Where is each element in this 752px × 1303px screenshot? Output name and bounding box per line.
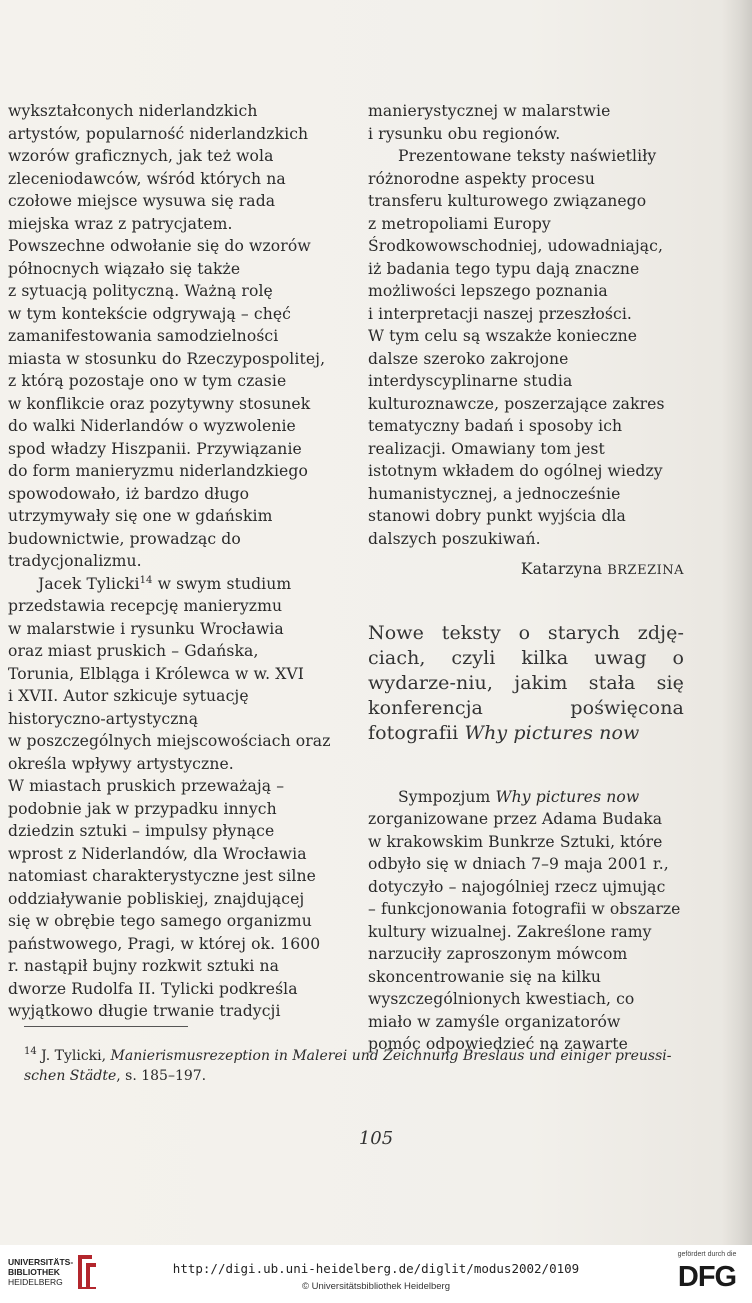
text-line: w malarstwie i rysunku Wrocławia (8, 619, 284, 638)
text-line: w poszczególnych miejscowościach oraz (8, 732, 331, 750)
footnote-number: 14 (24, 1046, 37, 1057)
page-edge-shadow (722, 0, 752, 1245)
paragraph-start: Sympozjum Why pictures now (398, 787, 640, 806)
dfg-logo[interactable]: DFG (677, 1261, 737, 1293)
text-line: spowodowało, iż bardzo długo (8, 484, 250, 503)
text-line: w tym kontekście odgrywają – chęć (8, 304, 291, 323)
text-line: przedstawia recepcję manieryzmu (8, 597, 283, 615)
text-line: z metropoliami Europy (368, 214, 551, 233)
text-line: dalszych poszukiwań. (368, 529, 541, 548)
right-column (368, 100, 708, 1056)
text-line: dworze Rudolfa II. Tylicki podkreśla (8, 979, 298, 998)
text-line: dotyczyło – najogólniej rzecz ujmując (368, 877, 666, 896)
text-line: r. nastąpił bujny rozkwit sztuki na (8, 957, 280, 975)
text-line: w konflikcie oraz pozytywny stosunek (8, 394, 311, 413)
text-line: i rysunku obu regionów. (368, 124, 561, 143)
text-line: interdyscyplinarne studia (368, 372, 573, 390)
text-line: historyczno-artystyczną (8, 709, 199, 728)
text-line: pomóc odpowiedzieć na zawarte (368, 1035, 628, 1053)
footer-bar (0, 1245, 752, 1303)
text-line: wprost z Niderlandów, dla Wrocławia (8, 844, 307, 863)
text-line: odbyło się w dniach 7–9 maja 2001 r., (368, 855, 669, 873)
text-line: wykształconych niderlandzkich (8, 102, 258, 120)
text-line: transferu kulturowego związanego (368, 192, 647, 210)
text-line: i XVII. Autor szkicuje sytuację (8, 687, 249, 705)
text-line: do walki Niderlandów o wyzwolenie (8, 417, 296, 435)
text-line: dziedzin sztuki – impulsy płynące (8, 822, 275, 840)
review-signature: Katarzyna BRZEZINA (520, 560, 684, 578)
copyright-notice: © Universitätsbibliothek Heidelberg (302, 1281, 450, 1292)
text-line: wyszczególnionych kwestiach, co (368, 990, 635, 1008)
text-line: tradycjonalizmu. (8, 552, 142, 570)
text-line: – funkcjonowania fotografii w obszarze (368, 900, 681, 918)
text-line: i interpretacji naszej przeszłości. (368, 304, 632, 323)
text-line: Torunia, Elbląga i Królewca w w. XVI (8, 664, 305, 683)
text-line: z którą pozostaje ono w tym czasie (8, 372, 287, 390)
text-line: możliwości lepszego poznania (368, 282, 608, 300)
text-line: manierystycznej w malarstwie (368, 102, 611, 120)
text-line: istotnym wkładem do ogólnej wiedzy (368, 462, 663, 480)
text-line: z sytuacją polityczną. Ważną rolę (8, 282, 273, 300)
page-number: 105 (358, 1128, 394, 1149)
text-line: realizacji. Omawiany tom jest (368, 439, 605, 458)
text-line: narzuciły zaproszonym mówcom (368, 945, 628, 963)
text-line: miasta w stosunku do Rzeczypospolitej, (8, 349, 326, 368)
text-line: W miastach pruskich przeważają – (8, 777, 285, 795)
text-line: do form manieryzmu niderlandzkiego (8, 462, 308, 480)
text-line: skoncentrowanie się na kilku (368, 967, 602, 986)
text-line: oraz miast pruskich – Gdańska, (8, 642, 259, 660)
text-line: oddziaływanie pobliskiej, znajdującej (8, 889, 305, 908)
text-line: tematyczny badań i sposoby ich (368, 417, 623, 435)
text-line: kultury wizualnej. Zakreślone ramy (368, 922, 652, 941)
footnote-ref[interactable]: 14 (139, 574, 153, 586)
text-line: natomiast charakterystyczne jest silne (8, 867, 316, 885)
text-line: miało w zamyśle organizatorów (368, 1012, 621, 1031)
left-column (8, 100, 360, 1023)
section-heading: Nowe teksty o starych zdję-ciach, czyli kilka uwag o wydarze-niu, jakim stała się konferencja poświęcona fotografii Why pictures now (368, 621, 684, 744)
text-line: północnych wiązało się także (8, 259, 241, 278)
text-line: zorganizowane przez Adama Budaka (368, 810, 663, 828)
text-line: dalsze szeroko zakrojone (368, 349, 569, 368)
text-line: w krakowskim Bunkrze Sztuki, które (368, 832, 663, 851)
text-line: podobnie jak w przypadku innych (8, 799, 277, 818)
footnote (24, 1046, 714, 1086)
text-line: wzorów graficznych, jak też wola (8, 147, 274, 165)
text-line: kulturoznawcze, poszerzające zakres (368, 394, 665, 413)
text-line: spod władzy Hiszpanii. Przywiązanie (8, 439, 302, 458)
text-line: państwowego, Pragi, w której ok. 1600 (8, 934, 321, 953)
footnote-divider (24, 1026, 188, 1027)
text-line: W tym celu są wszakże konieczne (368, 327, 638, 345)
funding-caption: gefördert durch die (677, 1251, 737, 1258)
text-line: się w obrębie tego samego organizmu (8, 912, 312, 930)
source-url-link[interactable]: http://digi.ub.uni-heidelberg.de/diglit/modus2002/0109 (172, 1261, 580, 1276)
text-line: Środkowowschodniej, udowadniając, (368, 237, 664, 255)
text-line: iż badania tego typu dają znaczne (368, 259, 640, 278)
text-line: wyjątkowo długie trwanie tradycji (8, 1002, 281, 1020)
paragraph-start: Prezentowane teksty naświetliły (398, 147, 657, 165)
text-line: budownictwie, prowadząc do (8, 529, 241, 548)
footnote-line: schen Städte, s. 185–197. (24, 1068, 207, 1084)
paragraph-start: Jacek Tylicki$^{14}$ w swym studium (38, 574, 292, 593)
text-line: artystów, popularność niderlandzkich (8, 124, 309, 143)
text-line: utrzymywały się one w gdańskim (8, 507, 273, 525)
text-line: zleceniodawców, wśród których na (8, 169, 286, 188)
library-logo-text[interactable]: UNIVERSITÄTS- BIBLIOTHEK HEIDELBERG (8, 1257, 74, 1287)
spacer (368, 746, 708, 786)
text-line: różnorodne aspekty procesu (368, 169, 595, 188)
text-line: Powszechne odwołanie się do wzorów (8, 237, 311, 255)
text-line: określa wpływy artystyczne. (8, 754, 234, 773)
text-line: miejska wraz z patrycjatem. (8, 214, 233, 233)
text-line: stanowi dobry punkt wyjścia dla (368, 507, 626, 525)
text-line: humanistycznej, a jednocześnie (368, 484, 621, 503)
text-line: zamanifestowania samodzielności (8, 327, 279, 345)
text-line: czołowe miejsce wysuwa się rada (8, 192, 276, 210)
footnote-line: $^{14}$ J. Tylicki, Manierismusrezeption in Malerei und Zeichnung Breslaus und einiger preussi- (24, 1046, 672, 1064)
